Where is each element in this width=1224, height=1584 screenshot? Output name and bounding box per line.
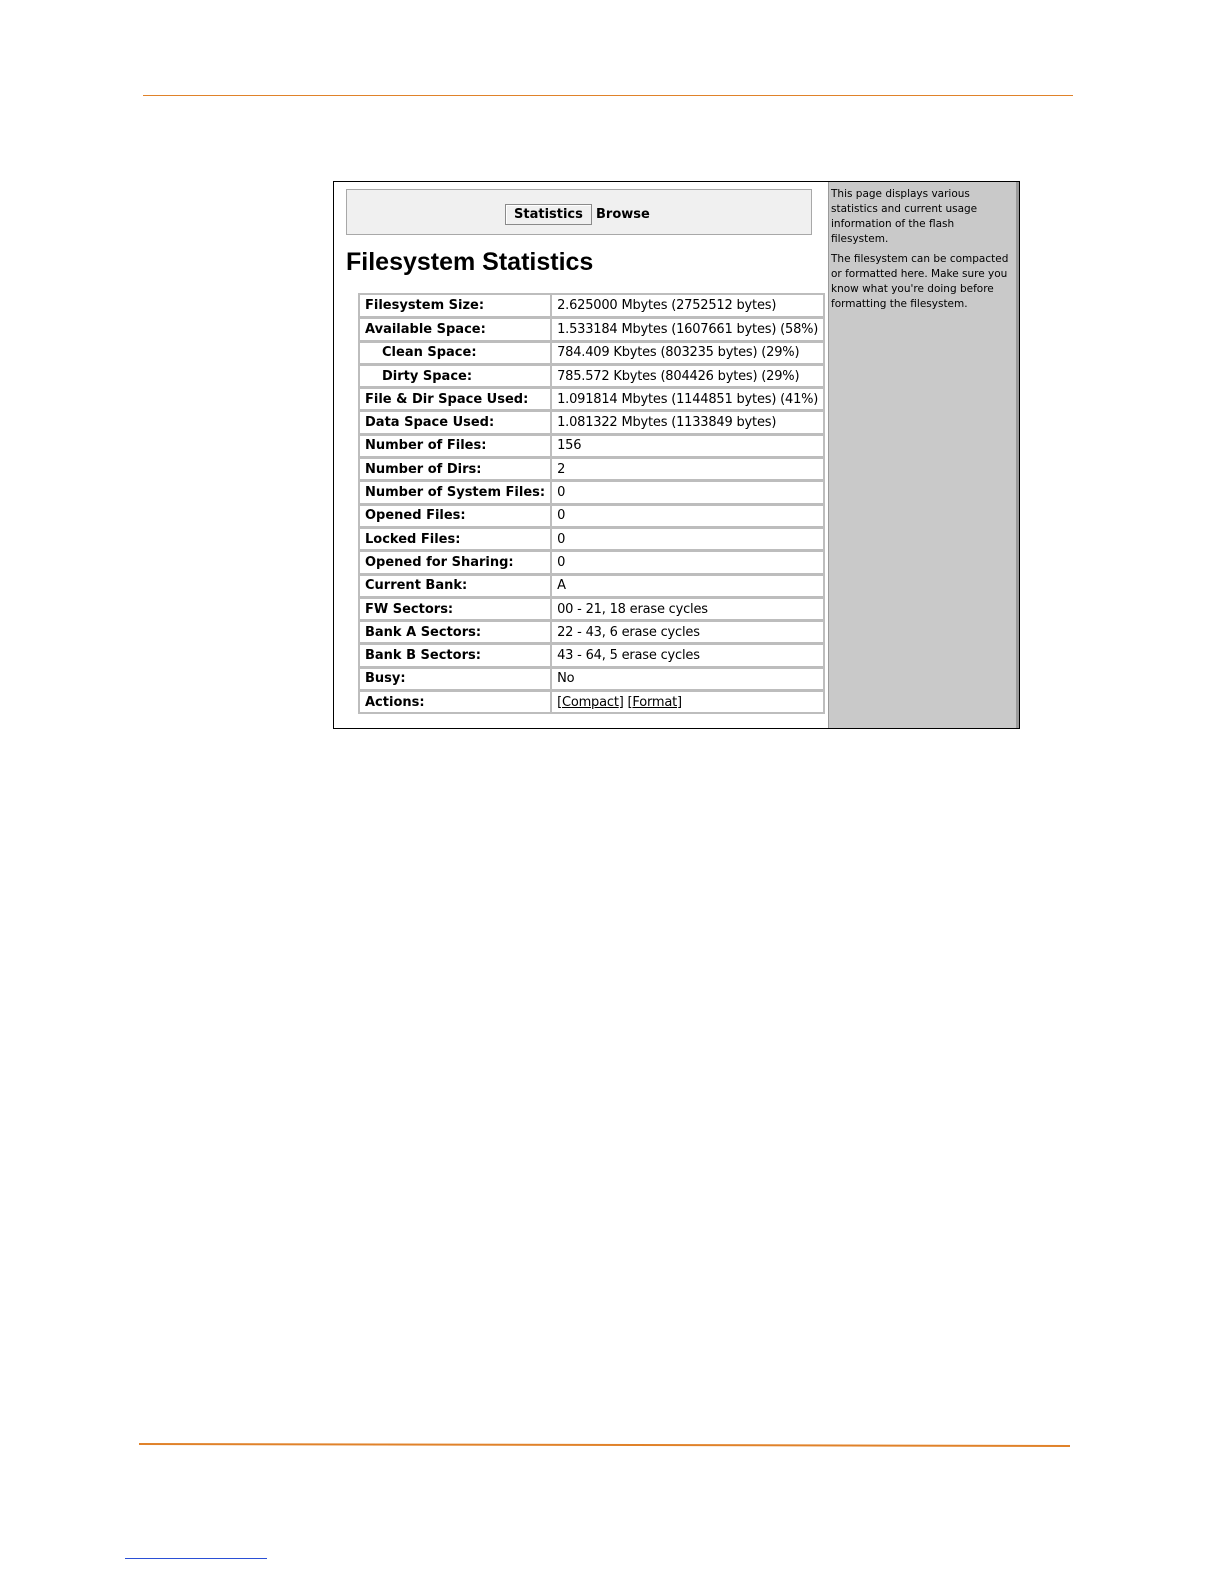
- row-label: Filesystem Size:: [359, 294, 551, 317]
- table-row: [359, 410, 824, 433]
- help-text-usage: This page displays various statistics and current usage information of the flash filesystem.: [831, 188, 978, 245]
- row-label: FW Sectors:: [359, 597, 551, 620]
- row-label: Bank B Sectors:: [359, 643, 551, 666]
- row-value: 785.572 Kbytes (804426 bytes) (29%): [551, 364, 824, 387]
- table-row: [359, 480, 824, 503]
- table-row: [359, 317, 824, 340]
- row-label: Number of Dirs:: [359, 457, 551, 480]
- tab-statistics[interactable]: Statistics: [505, 204, 592, 225]
- help-pane: [828, 182, 1019, 728]
- row-value: 0: [551, 480, 824, 503]
- row-value: 1.091814 Mbytes (1144851 bytes) (41%): [551, 387, 824, 410]
- row-value: 0: [551, 527, 824, 550]
- table-row: [359, 527, 824, 550]
- tab-bar: [346, 189, 812, 235]
- row-label: Bank A Sectors:: [359, 620, 551, 643]
- table-row: [359, 387, 824, 410]
- row-label: Busy:: [359, 667, 551, 690]
- row-label: Opened for Sharing:: [359, 550, 551, 573]
- tab-browse[interactable]: Browse: [596, 207, 650, 222]
- row-label: Clean Space:: [359, 341, 551, 364]
- compact-link[interactable]: Compact: [561, 694, 619, 710]
- format-link[interactable]: Format: [632, 694, 678, 710]
- row-label: File & Dir Space Used:: [359, 387, 551, 410]
- table-row: [359, 434, 824, 457]
- header-rule: [143, 95, 1073, 96]
- row-label: Current Bank:: [359, 574, 551, 597]
- row-label: Number of Files:: [359, 434, 551, 457]
- row-value: 22 - 43, 6 erase cycles: [551, 620, 824, 643]
- row-value: 1.533184 Mbytes (1607661 bytes) (58%): [551, 317, 824, 340]
- row-label: Opened Files:: [359, 504, 551, 527]
- table-row: [359, 574, 824, 597]
- footer-rule: [139, 1443, 1070, 1447]
- stats-table: [358, 293, 825, 714]
- row-label: Number of System Files:: [359, 480, 551, 503]
- actions-row: [359, 690, 824, 713]
- row-label: Locked Files:: [359, 527, 551, 550]
- row-value: 00 - 21, 18 erase cycles: [551, 597, 824, 620]
- row-label: Available Space:: [359, 317, 551, 340]
- row-value: 784.409 Kbytes (803235 bytes) (29%): [551, 341, 824, 364]
- row-value: 156: [551, 434, 824, 457]
- actions-value: [551, 690, 824, 713]
- row-label: Dirty Space:: [359, 364, 551, 387]
- row-value: 0: [551, 550, 824, 573]
- row-value: 2: [551, 457, 824, 480]
- actions-label: Actions:: [359, 690, 551, 713]
- table-row: [359, 504, 824, 527]
- table-row: [359, 620, 824, 643]
- table-row: [359, 341, 824, 364]
- help-text-warning: The filesystem can be compacted or formatted here. Make sure you know what you're doing before formatting the filesystem.: [831, 253, 1009, 310]
- row-value: A: [551, 574, 824, 597]
- bracket-separator: ] [: [618, 694, 633, 710]
- table-row: [359, 643, 824, 666]
- bracket-close: ]: [677, 694, 682, 710]
- bracket-open: [: [557, 694, 562, 710]
- row-value: No: [551, 667, 824, 690]
- row-label: Data Space Used:: [359, 410, 551, 433]
- table-row: [359, 457, 824, 480]
- row-value: 43 - 64, 5 erase cycles: [551, 643, 824, 666]
- row-value: 1.081322 Mbytes (1133849 bytes): [551, 410, 824, 433]
- page-title: Filesystem Statistics: [346, 248, 594, 276]
- filesystem-screenshot: [333, 181, 1020, 729]
- table-row: [359, 597, 824, 620]
- footer-link-underline: [125, 1558, 267, 1559]
- table-row: [359, 364, 824, 387]
- table-row: [359, 667, 824, 690]
- row-value: 0: [551, 504, 824, 527]
- table-row: [359, 294, 824, 317]
- row-value: 2.625000 Mbytes (2752512 bytes): [551, 294, 824, 317]
- main-pane: [334, 182, 828, 728]
- table-row: [359, 550, 824, 573]
